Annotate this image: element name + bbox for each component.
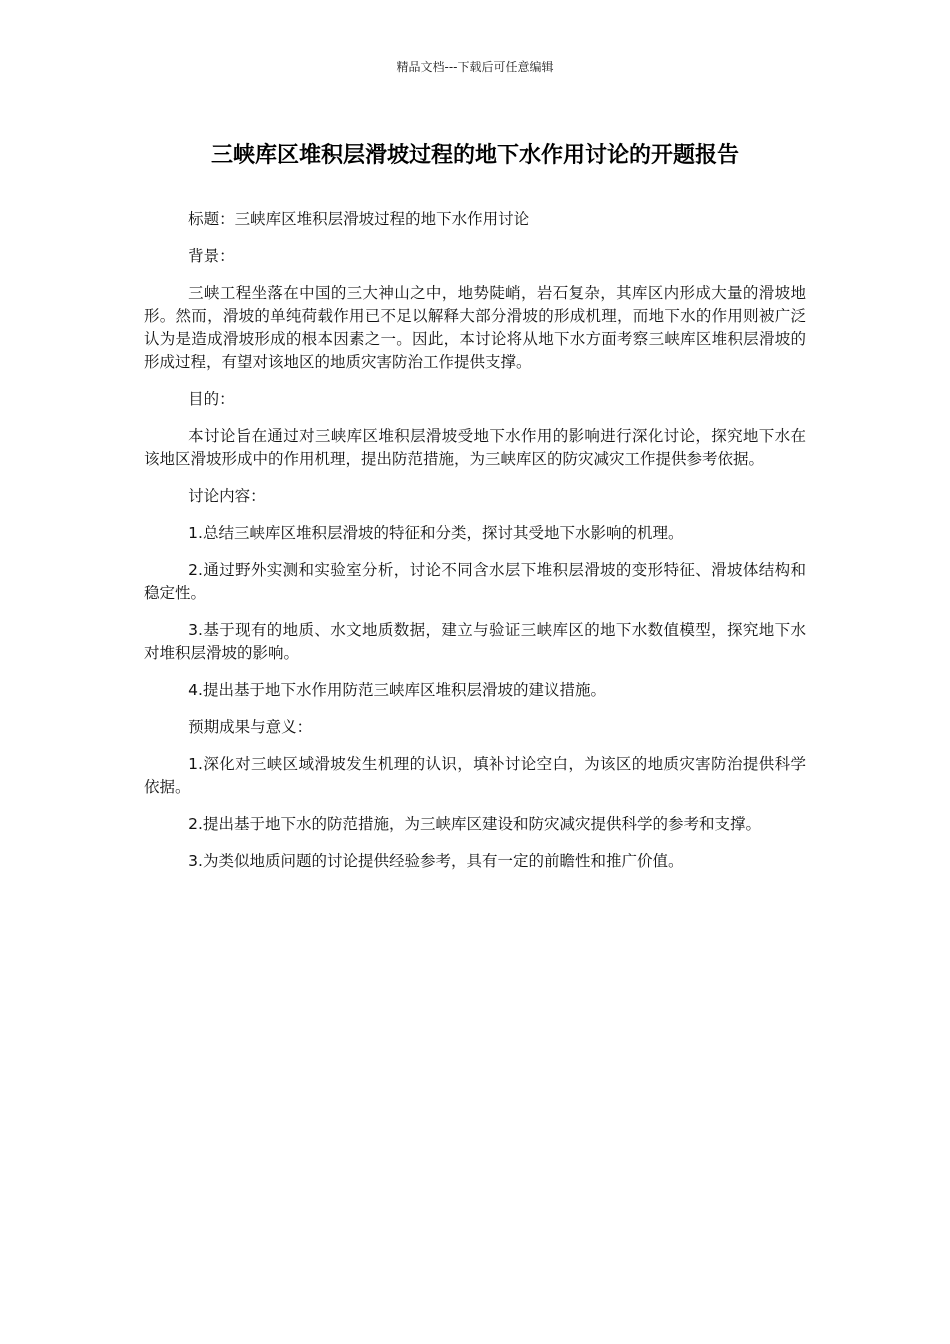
- list-item-result-3: 3.为类似地质问题的讨论提供经验参考，具有一定的前瞻性和推广价值。: [188, 852, 684, 870]
- heading-purpose: 目的：: [188, 390, 235, 408]
- list-item-result-1: 1.深化对三峡区域滑坡发生机理的认识，填补讨论空白，为该区的地质灾害防治提供科学依据。: [144, 755, 806, 796]
- paragraph-background: 三峡工程坐落在中国的三大神山之中，地势陡峭，岩石复杂，其库区内形成大量的滑坡地形。然而，滑坡的单纯荷载作用已不足以解释大部分滑坡的形成机理，而地下水的作用则被广泛认为是造成滑坡形成的根本因素之一。因此，本讨论将从地下水方面考察三峡库区堆积层滑坡的形成过程，有望对该地区的地质灾害防治工作提供支撑。: [144, 284, 806, 371]
- list-item-content-4: 4.提出基于地下水作用防范三峡库区堆积层滑坡的建议措施。: [188, 681, 606, 699]
- document-body: [144, 208, 806, 887]
- heading-background: 背景：: [188, 247, 235, 265]
- paragraph-subject: 标题：三峡库区堆积层滑坡过程的地下水作用讨论: [188, 210, 530, 228]
- list-item-result-2: 2.提出基于地下水的防范措施，为三峡库区建设和防灾减灾提供科学的参考和支撑。: [188, 815, 761, 833]
- paragraph-purpose: 本讨论旨在通过对三峡库区堆积层滑坡受地下水作用的影响进行深化讨论，探究地下水在该地区滑坡形成中的作用机理，提出防范措施，为三峡库区的防灾减灾工作提供参考依据。: [144, 427, 806, 468]
- document-title: 三峡库区堆积层滑坡过程的地下水作用讨论的开题报告: [210, 143, 739, 168]
- list-item-content-3: 3.基于现有的地质、水文地质数据，建立与验证三峡库区的地下水数值模型，探究地下水对堆积层滑坡的影响。: [144, 621, 806, 662]
- heading-discussion-content: 讨论内容：: [188, 487, 266, 505]
- heading-expected-results: 预期成果与意义：: [188, 718, 313, 736]
- list-item-content-2: 2.通过野外实测和实验室分析，讨论不同含水层下堆积层滑坡的变形特征、滑坡体结构和稳定性。: [144, 561, 806, 602]
- page-header-note: 精品文档---下载后可任意编辑: [396, 60, 554, 74]
- list-item-content-1: 1.总结三峡库区堆积层滑坡的特征和分类，探讨其受地下水影响的机理。: [188, 524, 684, 542]
